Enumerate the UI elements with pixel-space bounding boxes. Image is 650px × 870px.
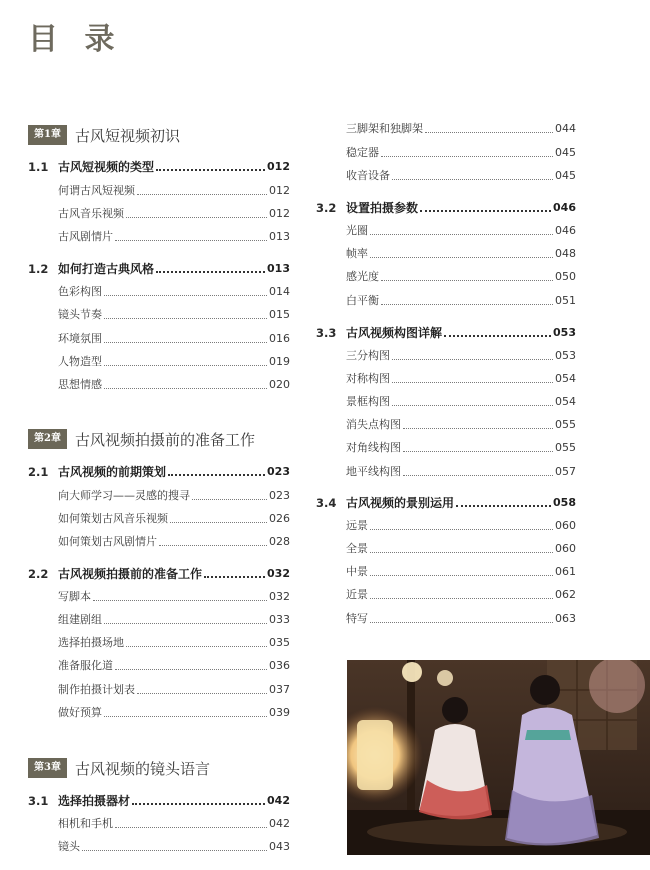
page-number: 012	[269, 184, 290, 197]
leader-dots	[104, 318, 267, 319]
entry-label: 准备服化道	[58, 659, 113, 672]
entry-label: 做好预算	[58, 706, 102, 719]
leader-dots	[381, 280, 553, 281]
leader-dots	[93, 600, 267, 601]
entry-label: 近景	[346, 588, 368, 601]
entry-label: 如何策划古风音乐视频	[58, 512, 168, 525]
page-number: 039	[269, 706, 290, 719]
section-number: 3.3	[316, 326, 337, 340]
toc-entry[interactable]	[316, 563, 576, 579]
toc-entry[interactable]	[316, 245, 576, 261]
entry-label: 感光度	[346, 270, 379, 283]
entry-label: 选择拍摄器材	[58, 794, 131, 808]
entry-label: 制作拍摄计划表	[58, 683, 135, 696]
leader-dots	[137, 693, 267, 694]
entry-label: 镜头	[58, 840, 80, 853]
toc-entry[interactable]	[316, 120, 576, 136]
toc-entry[interactable]	[28, 815, 290, 831]
entry-label: 思想情感	[58, 378, 102, 391]
page-number: 061	[555, 565, 576, 578]
section-number: 2.1	[28, 465, 49, 479]
page-number: 012	[269, 207, 290, 220]
leader-dots	[137, 194, 267, 195]
ancient-style-photo	[347, 660, 650, 855]
toc-section-entry[interactable]	[316, 324, 576, 340]
leader-dots	[392, 382, 553, 383]
entry-label: 古风短视频的类型	[58, 160, 155, 174]
entry-label: 古风音乐视频	[58, 207, 124, 220]
toc-entry[interactable]	[28, 533, 290, 549]
entry-label: 消失点构图	[346, 418, 401, 431]
leader-dots	[82, 850, 267, 851]
section-number: 3.1	[28, 794, 49, 808]
leader-dots	[370, 234, 553, 235]
toc-entry[interactable]	[316, 167, 576, 183]
toc-section-entry[interactable]	[28, 565, 290, 581]
entry-label: 帧率	[346, 247, 368, 260]
toc-entry[interactable]	[28, 306, 290, 322]
leader-dots	[115, 240, 267, 241]
section-number: 3.4	[316, 496, 337, 510]
leader-dots	[115, 827, 267, 828]
entry-label: 组建剧组	[58, 613, 102, 626]
toc-section-entry[interactable]	[316, 494, 576, 510]
toc-section-entry[interactable]	[28, 463, 290, 479]
leader-dots	[132, 803, 265, 805]
page-number: 045	[555, 169, 576, 182]
toc-entry[interactable]	[316, 610, 576, 626]
leader-dots	[403, 451, 553, 452]
toc-entry[interactable]	[28, 228, 290, 244]
page-number: 035	[269, 636, 290, 649]
chapter-badge: 第3章	[28, 758, 67, 778]
page-number: 058	[553, 496, 576, 509]
toc-entry[interactable]	[316, 292, 576, 308]
leader-dots	[444, 335, 551, 337]
page-number: 042	[267, 794, 290, 807]
toc-entry[interactable]	[316, 268, 576, 284]
entry-label: 光圈	[346, 224, 368, 237]
entry-label: 相机和手机	[58, 817, 113, 830]
leader-dots	[381, 304, 553, 305]
page-number: 046	[553, 201, 576, 214]
toc-entry[interactable]	[28, 487, 290, 503]
toc-entry[interactable]	[316, 393, 576, 409]
toc-entry[interactable]	[316, 416, 576, 432]
entry-label: 全景	[346, 542, 368, 555]
toc-entry[interactable]	[316, 347, 576, 363]
section-number: 1.2	[28, 262, 49, 276]
page-number: 043	[269, 840, 290, 853]
toc-section-entry[interactable]	[316, 199, 576, 215]
leader-dots	[115, 669, 267, 670]
page-title: 目 录	[28, 22, 123, 57]
page-number: 016	[269, 332, 290, 345]
entry-label: 收音设备	[346, 169, 390, 182]
chapter-title: 古风视频的镜头语言	[74, 759, 210, 778]
entry-label: 镜头节奏	[58, 308, 102, 321]
page-number: 045	[555, 146, 576, 159]
page-number: 012	[267, 160, 290, 173]
toc-entry[interactable]	[28, 634, 290, 650]
leader-dots	[204, 576, 265, 578]
entry-label: 选择拍摄场地	[58, 636, 124, 649]
toc-entry[interactable]	[28, 657, 290, 673]
page-number: 037	[269, 683, 290, 696]
page-number: 032	[267, 567, 290, 580]
page-number: 054	[555, 372, 576, 385]
toc-entry[interactable]	[316, 517, 576, 533]
page-number: 023	[267, 465, 290, 478]
entry-label: 对称构图	[346, 372, 390, 385]
leader-dots	[392, 359, 553, 360]
leader-dots	[104, 342, 267, 343]
page-number: 055	[555, 418, 576, 431]
page-number: 057	[555, 465, 576, 478]
leader-dots	[104, 295, 267, 296]
entry-label: 古风视频拍摄前的准备工作	[58, 567, 203, 581]
leader-dots	[104, 365, 267, 366]
page-number: 019	[269, 355, 290, 368]
entry-label: 白平衡	[346, 294, 379, 307]
entry-label: 古风视频构图详解	[346, 326, 443, 340]
entry-label: 环境氛围	[58, 332, 102, 345]
chapter-title: 古风视频拍摄前的准备工作	[74, 430, 255, 449]
page-number: 046	[555, 224, 576, 237]
toc-entry[interactable]	[28, 838, 290, 854]
page-number: 032	[269, 590, 290, 603]
toc-entry[interactable]	[28, 704, 290, 720]
entry-label: 对角线构图	[346, 441, 401, 454]
toc-entry[interactable]	[28, 611, 290, 627]
page-number: 051	[555, 294, 576, 307]
toc-entry[interactable]	[316, 540, 576, 556]
page-number: 013	[267, 262, 290, 275]
leader-dots	[104, 716, 267, 717]
entry-label: 古风视频的景别运用	[346, 496, 455, 510]
chapter-title: 古风短视频初识	[74, 126, 180, 145]
toc-entry[interactable]	[316, 144, 576, 160]
page-number: 054	[555, 395, 576, 408]
toc-entry[interactable]	[28, 182, 290, 198]
toc-entry[interactable]	[28, 283, 290, 299]
page-number: 055	[555, 441, 576, 454]
entry-label: 三分构图	[346, 349, 390, 362]
section-number: 2.2	[28, 567, 49, 581]
page-number: 036	[269, 659, 290, 672]
page-number: 053	[555, 349, 576, 362]
leader-dots	[420, 210, 551, 212]
leader-dots	[192, 499, 267, 500]
entry-label: 稳定器	[346, 146, 379, 159]
photo-illustration	[347, 660, 650, 855]
entry-label: 远景	[346, 519, 368, 532]
entry-label: 写脚本	[58, 590, 91, 603]
page-number: 015	[269, 308, 290, 321]
page-number: 044	[555, 122, 576, 135]
leader-dots	[104, 623, 267, 624]
leader-dots	[370, 598, 553, 599]
chapter-heading	[28, 124, 180, 146]
section-number: 1.1	[28, 160, 49, 174]
page-number: 060	[555, 542, 576, 555]
leader-dots	[104, 388, 267, 389]
leader-dots	[456, 505, 551, 507]
leader-dots	[370, 622, 553, 623]
page-number: 053	[553, 326, 576, 339]
chapter-badge: 第2章	[28, 429, 67, 449]
toc-entry[interactable]	[28, 510, 290, 526]
entry-label: 特写	[346, 612, 368, 625]
leader-dots	[126, 217, 267, 218]
entry-label: 何谓古风短视频	[58, 184, 135, 197]
toc-entry[interactable]	[316, 222, 576, 238]
chapter-badge: 第1章	[28, 125, 67, 145]
page-number: 028	[269, 535, 290, 548]
entry-label: 色彩构图	[58, 285, 102, 298]
toc-entry[interactable]	[28, 330, 290, 346]
toc-entry[interactable]	[316, 439, 576, 455]
leader-dots	[370, 552, 553, 553]
toc-entry[interactable]	[28, 681, 290, 697]
page-number: 048	[555, 247, 576, 260]
entry-label: 如何打造古典风格	[58, 262, 155, 276]
toc-entry[interactable]	[316, 370, 576, 386]
entry-label: 古风视频的前期策划	[58, 465, 167, 479]
entry-label: 人物造型	[58, 355, 102, 368]
entry-label: 向大师学习——灵感的搜寻	[58, 489, 190, 502]
leader-dots	[156, 169, 265, 171]
chapter-heading	[28, 757, 210, 779]
page-number: 050	[555, 270, 576, 283]
leader-dots	[370, 257, 553, 258]
leader-dots	[403, 428, 553, 429]
leader-dots	[156, 271, 265, 273]
page-number: 014	[269, 285, 290, 298]
toc-section-entry[interactable]	[28, 792, 290, 808]
page-number: 026	[269, 512, 290, 525]
leader-dots	[403, 475, 553, 476]
entry-label: 地平线构图	[346, 465, 401, 478]
entry-label: 如何策划古风剧情片	[58, 535, 157, 548]
leader-dots	[425, 132, 553, 133]
leader-dots	[381, 156, 553, 157]
entry-label: 古风剧情片	[58, 230, 113, 243]
leader-dots	[370, 575, 553, 576]
entry-label: 中景	[346, 565, 368, 578]
page-number: 023	[269, 489, 290, 502]
leader-dots	[126, 646, 267, 647]
entry-label: 三脚架和独脚架	[346, 122, 423, 135]
leader-dots	[168, 474, 265, 476]
toc-entry[interactable]	[28, 205, 290, 221]
page-number: 020	[269, 378, 290, 391]
page-number: 060	[555, 519, 576, 532]
chapter-heading	[28, 428, 255, 450]
page-number: 013	[269, 230, 290, 243]
page-number: 042	[269, 817, 290, 830]
toc-entry[interactable]	[28, 376, 290, 392]
leader-dots	[392, 405, 553, 406]
toc-section-entry[interactable]	[28, 158, 290, 174]
entry-label: 景框构图	[346, 395, 390, 408]
leader-dots	[392, 179, 553, 180]
entry-label: 设置拍摄参数	[346, 201, 419, 215]
toc-entry[interactable]	[316, 463, 576, 479]
leader-dots	[370, 529, 553, 530]
section-number: 3.2	[316, 201, 337, 215]
page-number: 033	[269, 613, 290, 626]
page-number: 063	[555, 612, 576, 625]
toc-entry[interactable]	[28, 588, 290, 604]
toc-section-entry[interactable]	[28, 260, 290, 276]
toc-entry[interactable]	[28, 353, 290, 369]
leader-dots	[159, 545, 267, 546]
toc-entry[interactable]	[316, 586, 576, 602]
page-number: 062	[555, 588, 576, 601]
leader-dots	[170, 522, 267, 523]
